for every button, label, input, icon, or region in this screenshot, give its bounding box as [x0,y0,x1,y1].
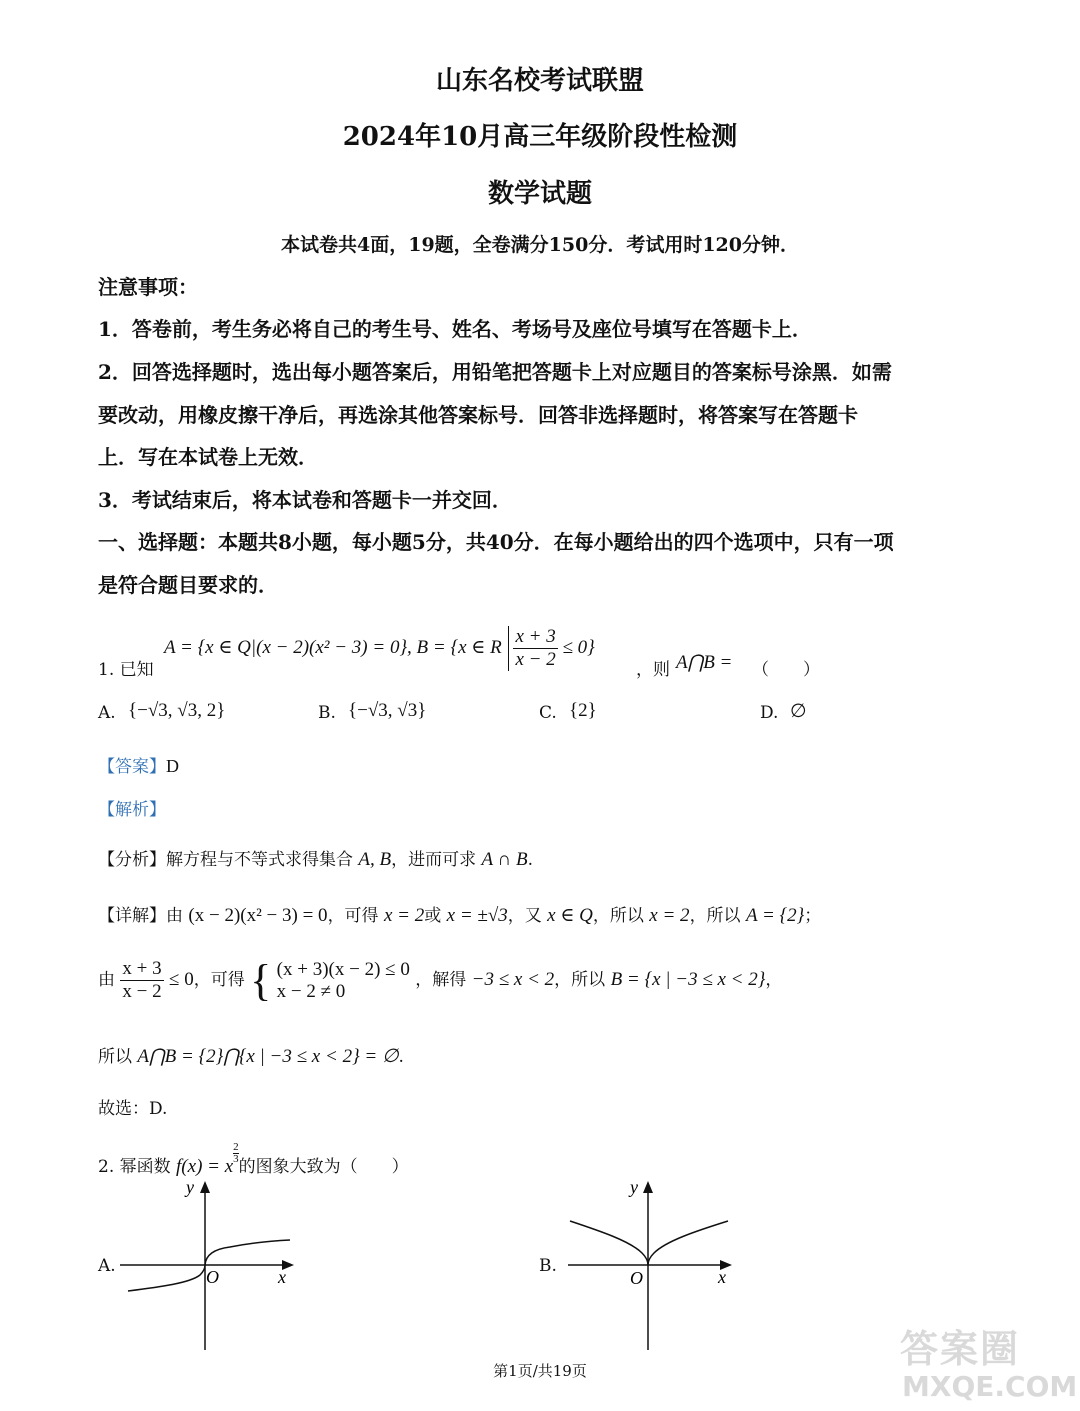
fenxi-end: . [527,850,534,870]
q1-fenxi [98,845,533,871]
xj-math-4: x ∈ Q [547,905,593,926]
q1-option-a-label: A. [98,703,116,723]
q2-prefix: 2. 幂函数 [98,1157,171,1177]
q1-option-b-text: {−√3, √3} [348,700,427,721]
q1-inequality-line [98,955,783,1005]
ineq-den: x − 2 [122,981,162,1002]
xj-math-2: x = 2 [383,905,425,926]
graph-a-y-arrow [200,1181,210,1193]
subject-title: 数学试题 [487,179,592,209]
ineq-fraction [120,958,163,1003]
notice-item-3: 3．考试结束后，将本试卷和答题卡一并交回． [98,488,512,512]
xj-text-5: ，所以 [592,906,644,926]
q2-suffix: 的图象大致为（ ） [238,1157,409,1177]
answer-tag: 【答案】 [98,757,166,777]
xj-math-3: x = ±√3 [446,905,508,926]
notice-item-2-line3: 上．写在本试卷上无效． [98,445,318,469]
comma-text: ， [765,970,783,990]
q1-xiangjie [98,901,821,927]
xj-text-4: ，又 [507,906,542,926]
q1-prefix: 1. 已知 [98,660,154,680]
kede-text: ，可得 [193,970,245,990]
fenxi-text-1: 解方程与不等式求得集合 [166,850,353,870]
school-alliance-title: 山东名校考试联盟 [435,66,644,96]
section1-line2: 是符合题目要求的． [98,573,278,597]
exam-title: 2024年10月高三年级阶段性检测 [342,122,738,152]
graph-a [120,1175,300,1350]
q1-paren: （ ） [752,660,820,680]
ineq-system [277,959,410,1003]
xj-text-3: 或 [424,906,442,926]
xj-text-7: ； [804,906,822,926]
q1-option-b-label: B. [318,703,336,723]
xj-math-5: x = 2 [649,905,690,926]
you-text: 由 [98,970,115,990]
notice-item-2-line1: 2．回答选择题时，选出每小题答案后，用铅笔把答题卡上对应题目的答案标号涂黑．如需 [98,360,892,384]
q1-frac-den: x − 2 [515,649,556,670]
final-end: . [398,1047,404,1067]
analysis-tag: 【解析】 [98,800,166,820]
q1-option-c-text: {2} [569,700,597,721]
set-b-result: B = {x | −3 ≤ x < 2} [610,969,766,990]
final-math: A⋂B = {2}⋂{x | −3 ≤ x < 2} = ∅ [137,1046,399,1067]
fenxi-math-2: A ∩ B [481,849,528,870]
xj-text-6: ，所以 [689,906,741,926]
graph-b-label: B. [539,1256,557,1276]
xj-math-6: A = {2} [745,905,805,926]
graph-b [560,1175,740,1350]
fenxi-tag: 【分析】 [98,850,166,870]
system-brace: { [250,955,272,1005]
fenxi-text-2: ，进而可求 [391,850,477,870]
graph-a-origin: O [206,1267,219,1287]
exam-info: 本试卷共4面，19题，全卷满分150分．考试用时120分钟． [281,234,799,256]
xj-text-1: 由 [166,906,183,926]
q1-option-a-text: {−√3, √3, 2} [128,700,226,721]
graph-b-y-label: y [630,1177,638,1197]
fenxi-math-1: A, B [358,849,392,870]
graph-b-y-arrow [643,1181,653,1193]
q1-fraction [508,626,557,671]
q1-ask: A⋂B = [676,652,733,673]
q1-set-b-tail: ≤ 0} [562,636,595,658]
q1-set-a: A = {x ∈ Q|(x − 2)(x² − 3) = 0}, B = {x ∈ R [164,636,502,658]
graph-b-origin: O [630,1268,643,1288]
q1-frac-num: x + 3 [515,626,556,647]
graph-a-label: A. [98,1256,116,1276]
suoyi2-text: 所以 [98,1047,132,1067]
jiede-text: ，解得 [415,970,467,990]
q1-answer [98,752,179,777]
graph-a-x-label: x [278,1267,286,1287]
system-line-1: (x + 3)(x − 2) ≤ 0 [276,958,410,980]
jiede-math: −3 ≤ x < 2 [471,969,555,990]
xiangjie-tag: 【详解】 [98,906,166,926]
q2-func: f(x) = x [176,1156,234,1177]
xj-text-2: ，可得 [327,906,379,926]
notice-item-2-line2: 要改动，用橡皮擦干净后，再选涂其他答案标号．回答非选择题时，将答案写在答题卡 [98,403,858,427]
q1-suffix: ，则 [636,660,670,680]
watermark-url: MXQE.COM [902,1370,1078,1403]
q1-set-definition [164,626,595,671]
ineq-rhs: ≤ 0 [169,969,194,990]
q1-final-line [98,1042,404,1068]
q1-choose: 故选：D. [98,1099,168,1119]
answer-value: D [166,756,179,776]
suoyi-text: ，所以 [554,970,606,990]
q2-line [98,1142,409,1178]
ineq-num: x + 3 [122,958,162,979]
q1-option-d-label: D. [760,703,779,723]
q2-exp-den: 3 [233,1153,239,1165]
graph-a-y-label: y [186,1177,194,1197]
notice-item-1: 1．答卷前，考生务必将自己的考生号、姓名、考场号及座位号填写在答题卡上． [98,317,812,341]
system-line-2: x − 2 ≠ 0 [276,980,346,1002]
watermark-logo: 答案圈 [900,1327,1021,1371]
xj-math-1: (x − 2)(x² − 3) = 0 [188,905,328,926]
graph-b-curve [570,1221,728,1265]
notice-title: 注意事项： [98,275,198,299]
section1-line1: 一、选择题：本题共8小题，每小题5分，共40分．在每小题给出的四个选项中，只有一项 [98,530,894,554]
q1-option-d-text: ∅ [790,701,807,722]
page-number: 第1页/共19页 [493,1362,587,1380]
graph-b-x-label: x [718,1267,726,1287]
q1-option-c-label: C. [539,703,557,723]
q2-exp-num: 2 [233,1141,239,1153]
